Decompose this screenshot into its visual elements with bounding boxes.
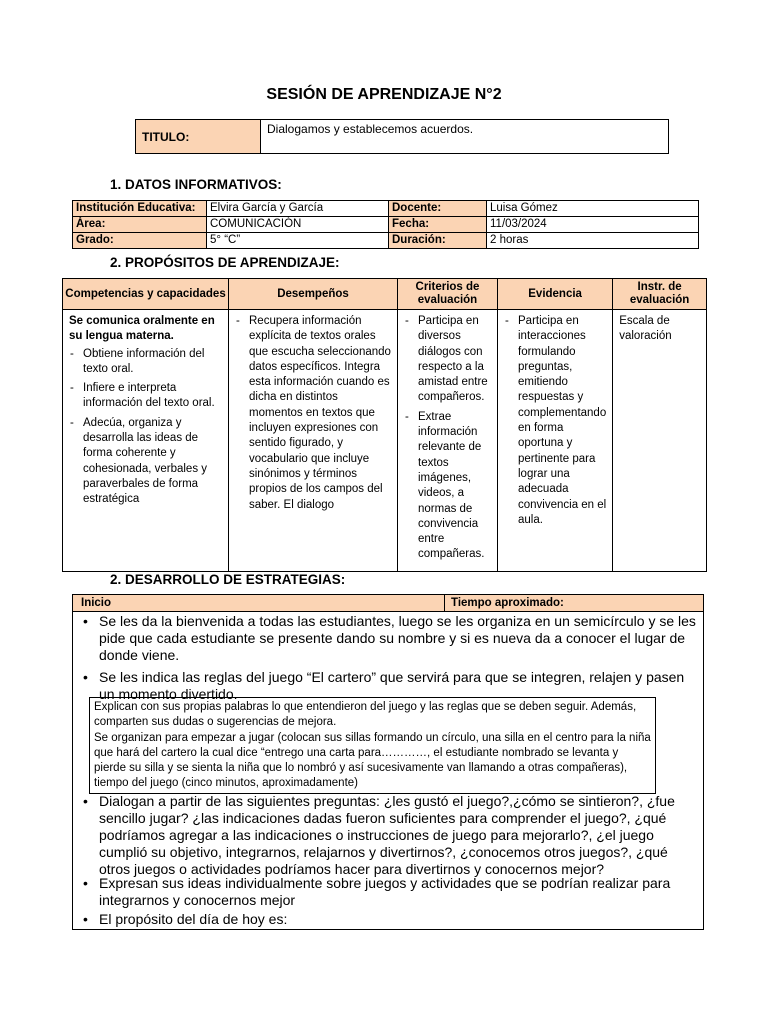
duracion-value: 2 horas: [487, 233, 699, 249]
institucion-value: Elvira García y García: [207, 201, 389, 217]
docente-value: Luisa Gómez: [487, 201, 699, 217]
estrategias-header: [73, 595, 703, 612]
bullet-text: Expresan sus ideas individualmente sobre juegos y actividades que se podrían realizar para integrarnos y conocernos mejor: [99, 875, 671, 908]
fecha-label: Fecha:: [389, 217, 487, 233]
list-item: - Obtiene información del texto oral.: [69, 347, 222, 378]
list-item: - Extrae información relevante de textos imágenes, videos, a normas de convivencia entre compañeras.: [404, 410, 491, 563]
bullet-icon: •: [83, 613, 88, 629]
list-item: [79, 875, 699, 909]
bullet-icon: •: [83, 911, 88, 927]
section-estrategias-heading: 2. DESARROLLO DE ESTRATEGIAS:: [110, 572, 346, 587]
instrumento-cell: Escala de valoración: [613, 310, 707, 572]
header-evidencia: Evidencia: [498, 279, 613, 310]
criterios-cell: [398, 310, 498, 572]
evidencia-list: [504, 314, 606, 528]
header-competencias: Competencias y capacidades: [63, 279, 229, 310]
list-item: - Infiere e interpreta información del texto oral.: [69, 381, 222, 412]
capacidades-list: [69, 347, 222, 508]
estrategias-box: [72, 594, 704, 930]
section-propositos-heading: 2. PROPÓSITOS DE APRENDIZAJE:: [110, 255, 340, 270]
instructions-paragraph: Se organizan para empezar a jugar (colocan sus sillas formando un círculo, una silla en el centro para la niña que hará del cartero la cual dice “entrego una carta para…………, el estudiante nombrado se levanta y pierde su silla y se sienta la niña que lo nombró y así sucesivamente van llamando a otras compañeras), tiempo del juego (cinco minutos, aproximadamente): [94, 731, 651, 790]
duracion-label: Duración:: [389, 233, 487, 249]
institucion-label: Institución Educativa:: [73, 201, 207, 217]
page-title: SESIÓN DE APRENDIZAJE N°2: [266, 86, 502, 103]
titulo-table: [135, 119, 669, 154]
fecha-value: 11/03/2024: [487, 217, 699, 233]
propositos-table: [62, 278, 707, 572]
docente-label: Docente:: [389, 201, 487, 217]
list-item: - Recupera información explícita de textos orales que escucha seleccionando datos específicos. Integra esta información cuando es dicha en distintos momentos en textos que incluyen expresiones con sentido figurado, y vocabulario que incluye sinónimos y términos propios de los campos del saber. El dialogo: [235, 314, 391, 513]
juego-instructions-box: [89, 697, 656, 794]
list-item: [79, 911, 699, 928]
bullet-text: Dialogan a partir de las siguientes preguntas: ¿les gustó el juego?,¿cómo se sintieron?, ¿fue sencillo jugar? ¿las indicaciones dadas fueron suficientes para comprender el juego?, ¿qué podríamos agregar a las indicaciones o instrucciones de juego para mejorarlo?, ¿el juego cumplió su objetivo, integrarnos, relajarnos y divertirnos?, ¿conocemos otros juegos?, ¿qué otros juegos o actividades podríamos hacer para divertirnos y conocernos mejor?: [99, 793, 675, 877]
instructions-paragraph: Explican con sus propias palabras lo que entendieron del juego y las reglas que se deben seguir. Además, comparten sus dudas o sugerencias de mejora.: [94, 701, 637, 729]
grado-label: Grado:: [73, 233, 207, 249]
inicio-label: Inicio: [73, 595, 445, 611]
bullet-icon: •: [83, 793, 88, 809]
competencias-cell: [63, 310, 229, 572]
criterios-list: [404, 314, 491, 563]
bullet-text: Se les da la bienvenida a todas las estudiantes, luego se les organiza en un semicírculo y se les pide que cada estudiante se presente dando su nombre y si es nueva da a conocer el lugar de donde viene.: [99, 613, 696, 663]
list-item: - Adecúa, organiza y desarrolla las ideas de forma coherente y cohesionada, verbales y paraverbales de forma estratégica: [69, 416, 222, 508]
header-criterios: Criterios de evaluación: [398, 279, 498, 310]
tiempo-label: Tiempo aproximado:: [451, 597, 564, 609]
list-item: [79, 613, 699, 664]
bullet-icon: •: [83, 669, 88, 685]
header-desempenos: Desempeños: [229, 279, 398, 310]
titulo-value: Dialogamos y establecemos acuerdos.: [261, 120, 669, 154]
bullet-text: Se les indica las reglas del juego “El cartero” que servirá para que se integren, relajen y pasen un momento divertido.: [99, 669, 685, 702]
grado-value: 5° “C”: [207, 233, 389, 249]
competencia-title: Se comunica oralmente en su lengua materna.: [69, 315, 215, 343]
list-item: - Participa en diversos diálogos con respecto a la amistad entre compañeros.: [404, 314, 491, 406]
list-item: [79, 793, 699, 878]
titulo-label: TITULO:: [136, 120, 261, 154]
datos-table: [72, 200, 699, 249]
bullet-text: El propósito del día de hoy es:: [99, 911, 288, 927]
desempenos-cell: [229, 310, 398, 572]
area-label: Área:: [73, 217, 207, 233]
evidencia-cell: [498, 310, 613, 572]
desempenos-list: [235, 314, 391, 513]
bullet-icon: •: [83, 875, 88, 891]
section-datos-heading: 1. DATOS INFORMATIVOS:: [110, 177, 282, 192]
header-instrumento: Instr. de evaluación: [613, 279, 707, 310]
area-value: COMUNICACIÓN: [207, 217, 389, 233]
list-item: - Participa en interacciones formulando preguntas, emitiendo respuestas y complementando en forma oportuna y pertinente para lograr una adecuada convivencia en el aula.: [504, 314, 606, 528]
